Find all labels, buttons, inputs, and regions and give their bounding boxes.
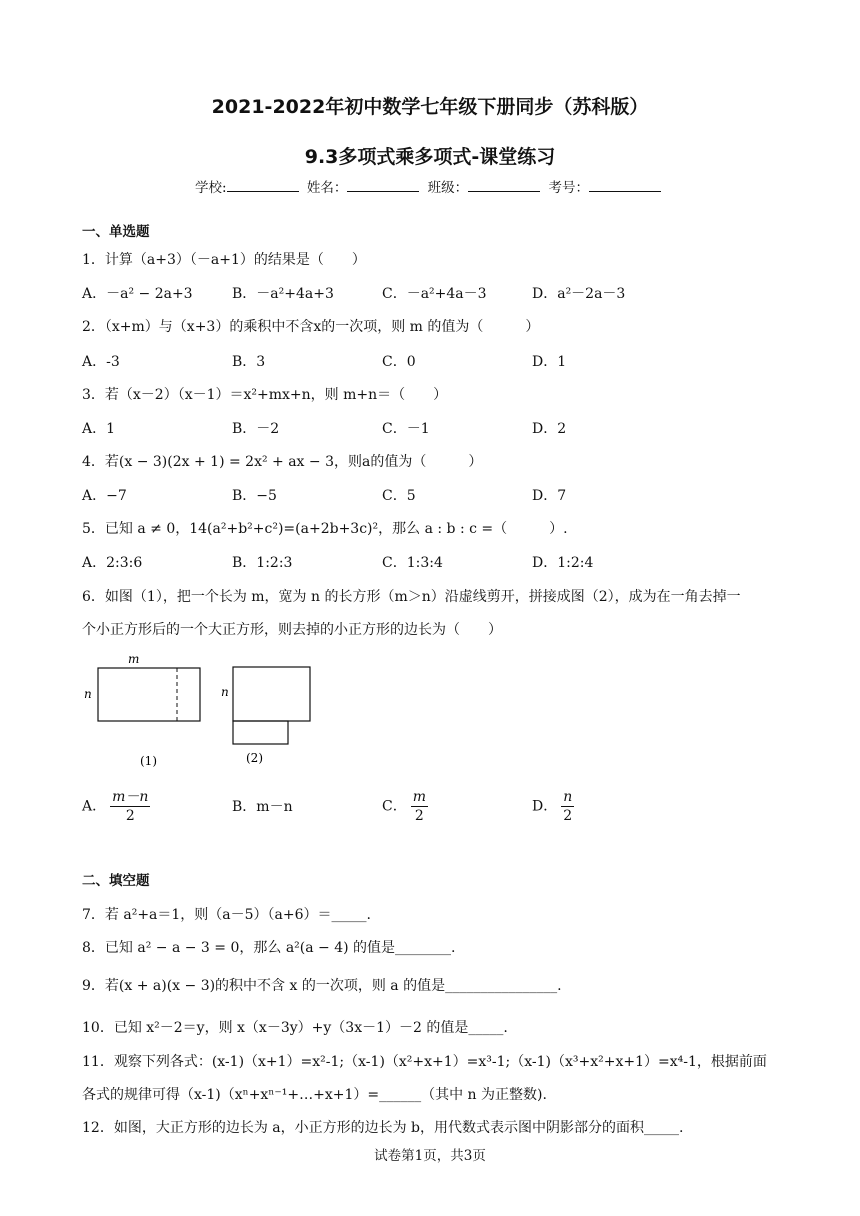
q6-option-d: D． $\frac{n}{2}$: [532, 789, 573, 824]
question-11-line-2: 各式的规律可得（x-1)（xⁿ+xⁿ⁻¹+…+x+1）=______（其中 n 为正整数).: [82, 1087, 547, 1103]
school-label: 学校:: [195, 180, 227, 196]
class-blank: [468, 178, 540, 192]
question-6-line-2: 个小正方形后的一个大正方形，则去掉的小正方形的边长为（ ）: [82, 622, 502, 638]
q6-option-a: A． $\frac{m-n}{2}$: [82, 789, 149, 824]
q6-option-b: B．m－n: [232, 799, 293, 815]
page-footer: 试卷第1页，共3页: [374, 1148, 486, 1164]
question-8: 8．已知 a² − a − 3 = 0，那么 a²(a − 4) 的值是________.: [82, 940, 456, 956]
q1-option-b: B．－a²+4a+3: [232, 286, 334, 302]
name-label: 姓名：: [306, 180, 348, 196]
name-blank: [347, 178, 419, 192]
figure-1-rectangle: [98, 668, 200, 721]
q5-option-b: B．1:2:3: [232, 555, 293, 571]
q2-option-a: A．-3: [82, 354, 120, 370]
question-2: 2．（x+m）与（x+3）的乘积中不含x的一次项，则 m 的值为（ ）: [82, 319, 540, 335]
exam-number-blank: [589, 178, 661, 192]
student-info-row: [0, 176, 860, 196]
question-5: 5．已知 a ≠ 0，14(a²+b²+c²)=(a+2b+3c)²，那么 a : b : c =（ ）.: [82, 521, 568, 537]
label-n-2: n: [221, 685, 229, 699]
question-7: 7．若 a²+a＝1，则（a－5）（a+6）＝_____.: [82, 907, 371, 923]
q1-option-d: D．a²－2a－3: [532, 286, 626, 302]
q4-option-b: B．−5: [232, 488, 277, 504]
class-label: 班级：: [427, 180, 469, 196]
question-4: 4．若(x − 3)(2x + 1) = 2x² + ax − 3，则a的值为（ ）: [82, 454, 483, 470]
question-9: 9．若(x + a)(x − 3)的积中不含 x 的一次项，则 a 的值是________________.: [82, 978, 562, 994]
question-12: 12．如图，大正方形的边长为 a，小正方形的边长为 b，用代数式表示图中阴影部分的面积_____.: [82, 1120, 684, 1136]
q5-option-d: D．1:2:4: [532, 555, 594, 571]
paper-title: 2021-2022年初中数学七年级下册同步（苏科版）: [211, 96, 649, 118]
q1-option-c: C．－a²+4a－3: [382, 286, 487, 302]
q4-option-c: C．5: [382, 488, 416, 504]
school-blank: [227, 178, 299, 192]
q2-option-d: D．1: [532, 354, 567, 370]
q3-option-b: B．－2: [232, 421, 280, 437]
q4-option-d: D．7: [532, 488, 567, 504]
question-11-line-1: 11．观察下列各式：(x-1)（x+1）=x²-1;（x-1)（x²+x+1）=x³-1;（x-1)（x³+x²+x+1）=x⁴-1，根据前面: [82, 1054, 767, 1070]
label-m: m: [128, 652, 140, 666]
question-3: 3．若（x－2）（x－1）＝x²+mx+n，则 m+n＝（ ）: [82, 387, 448, 403]
paper-subtitle: 9.3多项式乘多项式-课堂练习: [304, 146, 556, 168]
q1-option-a: A．－a² − 2a+3: [82, 286, 193, 302]
q5-option-c: C．1:3:4: [382, 555, 443, 571]
q6-figure: [80, 650, 330, 775]
section-fill-blank: 二、填空题: [82, 873, 150, 889]
label-n-1: n: [84, 687, 92, 701]
q2-option-b: B．3: [232, 354, 266, 370]
question-10: 10．已知 x²－2＝y，则 x（x－3y）+y（3x－1）－2 的值是_____.: [82, 1020, 508, 1036]
figure-2-rectangle: [233, 667, 310, 744]
section-single-choice: 一、单选题: [82, 224, 150, 240]
q2-option-c: C．0: [382, 354, 416, 370]
q3-option-a: A．1: [82, 421, 116, 437]
q5-option-a: A．2:3:6: [82, 555, 143, 571]
caption-2: (2): [246, 751, 263, 765]
q4-option-a: A．−7: [82, 488, 127, 504]
exam-number-label: 考号：: [548, 180, 589, 196]
q3-option-c: C．－1: [382, 421, 430, 437]
caption-1: (1): [140, 754, 157, 768]
q3-option-d: D．2: [532, 421, 567, 437]
q6-option-c: C． $\frac{m}{2}$: [382, 789, 426, 824]
question-1: 1．计算（a+3）（－a+1）的结果是（ ）: [82, 252, 366, 268]
question-6-line-1: 6．如图（1），把一个长为 m，宽为 n 的长方形（m＞n）沿虚线剪开，拼接成图（2），成为在一角去掉一: [82, 589, 741, 605]
